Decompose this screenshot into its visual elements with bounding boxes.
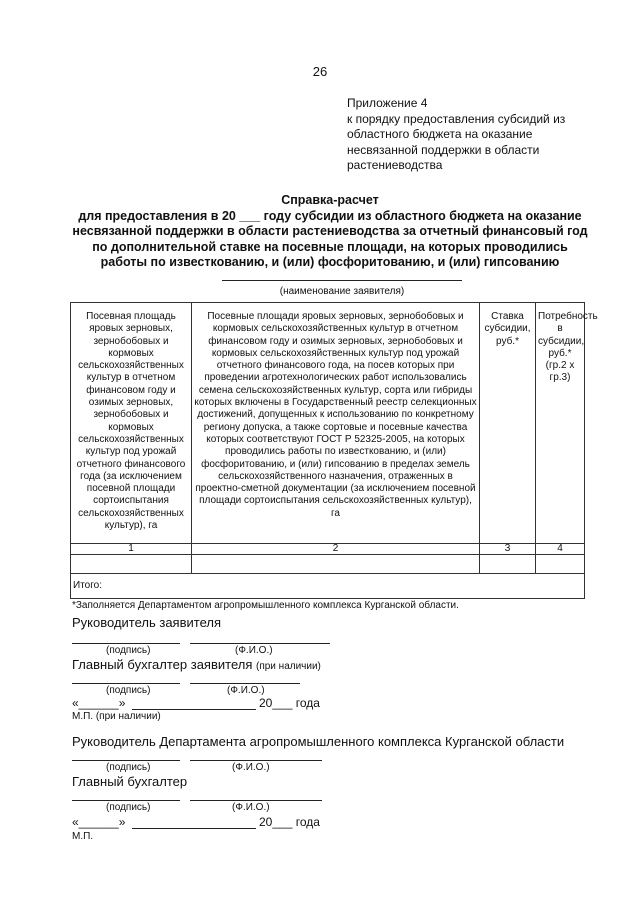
page-number: 26 — [312, 64, 328, 79]
chief-accountant-label: Главный бухгалтер — [72, 774, 188, 789]
signature-line — [72, 760, 180, 761]
stamp-if-any: М.П. (при наличии) — [72, 711, 161, 722]
if-any-note: (при наличии) — [256, 661, 321, 672]
stamp: М.П. — [72, 831, 94, 842]
header-cell: Посевные площади яровых зерновых, зернобобовых и кормовых сельскохозяйственных культур в отчетном финансовом году и озимых зерновых, зернобобовых и кормовых сельскохозяйственных культур под урожай отчетного финансового года, на посев которых при проведении агротехнологических работ использовались семена сельскохозяйственных культур, сорта или гибриды которых включены в Государственный реестр селекционных достижений, допущенных к использованию по конкретному региону допуска, а также сортовые и посевные качества которых соответствуют ГОСТ Р 52325-2005, на которых проводились работы по известкованию, и (или) фосфоритованию, и (или) гипсованию в пределах земель сельскохозяйственного назначения, отраженных в проектно-сметной документации (за исключением посевной площади сортоиспытания сельскохозяйственных культур), га — [192, 303, 480, 544]
header-cell: Посевная площадь яровых зерновых, зернобобовых и кормовых сельскохозяйственных культур в отчетном финансовом году и озимых зерновых, зернобобовых и кормовых сельскохозяйственных культур под урожай отчетного финансового года (за исключением посевной площади сортоиспытания сельскохозяйственных культур), га — [71, 303, 192, 544]
title-line: для предоставления в 20 ___ году субсидии из областного бюджета на оказание — [78, 208, 582, 223]
header-cell: Потребность в субсидии, руб.* (гр.2 х гр.3) — [536, 303, 585, 544]
fio-line — [190, 800, 322, 801]
fio-caption: (Ф.И.О.) — [227, 685, 265, 696]
appendix-reference — [347, 96, 607, 174]
signature-line — [72, 683, 180, 684]
column-number: 1 — [71, 544, 192, 555]
fio-caption: (Ф.И.О.) — [235, 645, 273, 656]
appendix-line: областного бюджета на оказание — [347, 127, 533, 141]
signature-caption: (подпись) — [106, 762, 151, 773]
head-department-label: Руководитель Департамента агропромышленного комплекса Курганской области — [72, 734, 565, 749]
column-number: 4 — [536, 544, 585, 555]
appendix-line: несвязанной поддержки в области — [347, 142, 540, 157]
table-cell — [480, 555, 536, 574]
table-header-row — [71, 303, 585, 544]
signature-line — [72, 643, 180, 644]
fio-line — [190, 683, 300, 684]
appendix-line: растениеводства — [347, 158, 443, 172]
footnote: *Заполняется Департаментом агропромышленного комплекса Курганской области. — [72, 600, 459, 611]
date-year: 20___ года — [259, 696, 320, 710]
chief-accountant-applicant-text: Главный бухгалтер заявителя — [72, 657, 253, 672]
column-number-row — [71, 544, 585, 555]
date-year: 20___ года — [259, 815, 320, 829]
column-number: 2 — [192, 544, 480, 555]
document-title — [40, 193, 620, 271]
applicant-name-caption: (наименование заявителя) — [279, 286, 405, 297]
signature-line — [72, 800, 180, 801]
header-cell: Ставка субсидии, руб.* — [480, 303, 536, 544]
title-line: по дополнительной ставке на посевные площади, на которых проводились — [92, 239, 568, 254]
column-number: 3 — [480, 544, 536, 555]
total-label: Итого: — [71, 574, 585, 599]
signature-caption: (подпись) — [106, 802, 151, 813]
date-open: «______» — [72, 696, 126, 710]
table-cell — [192, 555, 480, 574]
table-row — [71, 555, 585, 574]
fio-line — [190, 643, 330, 644]
signature-caption: (подпись) — [106, 645, 151, 656]
head-applicant-label: Руководитель заявителя — [72, 615, 221, 630]
signature-caption: (подпись) — [106, 685, 151, 696]
appendix-line: Приложение 4 — [347, 96, 428, 110]
applicant-name-line — [222, 280, 462, 281]
fio-caption: (Ф.И.О.) — [232, 802, 270, 813]
fio-caption: (Ф.И.О.) — [232, 762, 270, 773]
total-row — [71, 574, 585, 599]
table-cell — [536, 555, 585, 574]
date-line — [132, 709, 256, 710]
title-line: работы по известкованию, и (или) фосфоритованию, и (или) гипсованию — [100, 255, 560, 269]
table-cell — [71, 555, 192, 574]
calculation-table — [70, 302, 598, 599]
date-open: «______» — [72, 815, 126, 829]
chief-accountant-applicant-label — [72, 657, 321, 672]
appendix-line: к порядку предоставления субсидий из — [347, 111, 566, 126]
date-line — [132, 828, 256, 829]
title-line: несвязанной поддержки в области растениеводства за отчетный финансовый год — [72, 224, 588, 238]
title-line: Справка-расчет — [281, 193, 379, 207]
fio-line — [190, 760, 322, 761]
